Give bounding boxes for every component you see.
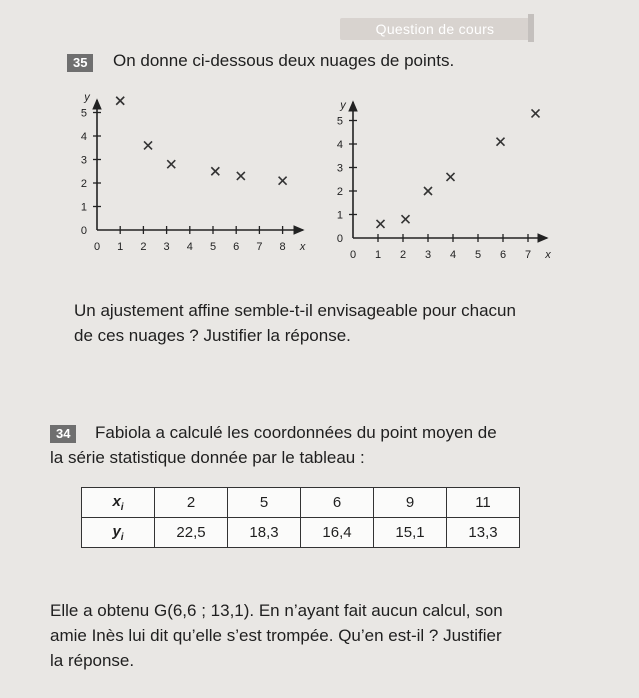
exercise-34-question-line-1: Elle a obtenu G(6,6 ; 13,1). En n’ayant fait aucun calcul, son bbox=[50, 601, 503, 620]
plot-2-x-tick-label: 7 bbox=[524, 249, 532, 261]
plot-2-y-axis-label: y bbox=[340, 99, 346, 112]
table-cell: 6 bbox=[301, 488, 374, 518]
plot-1-y-tick-label: 0 bbox=[80, 225, 87, 237]
plot-2-x-tick-label: 6 bbox=[499, 249, 507, 261]
plot-1-x-tick-label: 0 bbox=[93, 241, 101, 253]
plot-2-point bbox=[532, 109, 540, 117]
plot-2-y-tick-label: 0 bbox=[336, 233, 343, 245]
plot-1-x-tick-label: 1 bbox=[117, 241, 124, 253]
table-cell: 11 bbox=[447, 488, 520, 518]
plot-2 bbox=[337, 100, 551, 262]
plot-1-x-tick-label: 4 bbox=[186, 241, 193, 253]
exercise-35-question-line-2: de ces nuages ? Justifier la réponse. bbox=[74, 326, 351, 345]
plot-1-x-tick-label: 8 bbox=[279, 241, 286, 253]
plot-1-y-axis-label: y bbox=[84, 91, 90, 104]
plot-2-x-axis-label: x bbox=[545, 249, 551, 261]
plot-1-x-axis-label: x bbox=[299, 241, 306, 253]
plot-2-point bbox=[424, 187, 432, 195]
plot-1-point bbox=[237, 172, 245, 180]
data-table bbox=[81, 487, 520, 548]
plot-2-x-tick-label: 3 bbox=[424, 249, 432, 261]
plot-2-y-tick-label: 5 bbox=[336, 115, 343, 128]
plot-2-x-tick-label: 0 bbox=[349, 249, 357, 261]
section-banner: Question de cours bbox=[340, 18, 530, 40]
exercise-34-intro-line-1: Fabiola a calculé les coordonnées du point moyen de bbox=[95, 423, 497, 442]
plot-1-x-tick-label: 2 bbox=[140, 241, 147, 253]
table-cell: 16,4 bbox=[301, 518, 374, 548]
plot-1-point bbox=[211, 167, 219, 175]
plot-1-x-tick-label: 7 bbox=[256, 241, 263, 253]
table-header-y: $y_i$ bbox=[82, 518, 155, 548]
plot-2-y-tick-label: 1 bbox=[336, 209, 343, 222]
exercise-35-number: 35 bbox=[67, 54, 93, 72]
table-cell: 9 bbox=[374, 488, 447, 518]
exercise-35-question-line-1: Un ajustement affine semble-t-il envisageable pour chacun bbox=[74, 301, 516, 320]
table-cell: 5 bbox=[228, 488, 301, 518]
plot-1 bbox=[81, 92, 306, 254]
plot-2-x-tick-label: 2 bbox=[399, 249, 407, 261]
plot-1-point bbox=[144, 141, 152, 149]
plot-2-x-tick-label: 1 bbox=[374, 249, 382, 261]
table-header-x: $x_i$ bbox=[82, 488, 155, 518]
table-cell: 18,3 bbox=[228, 518, 301, 548]
plot-1-x-tick-label: 5 bbox=[209, 241, 217, 253]
table-cell: 13,3 bbox=[447, 518, 520, 548]
plot-1-point bbox=[279, 177, 287, 185]
exercise-34-question-line-2: amie Inès lui dit qu’elle s’est trompée. Qu’en est-il ? Justifier bbox=[50, 626, 502, 645]
plot-2-point bbox=[497, 138, 505, 146]
plot-2-y-tick-label: 2 bbox=[336, 186, 343, 198]
plot-1-y-tick-label: 2 bbox=[80, 178, 87, 190]
plot-1-y-tick-label: 3 bbox=[80, 154, 87, 167]
scatter-plots bbox=[0, 0, 639, 290]
plot-1-x-tick-label: 3 bbox=[163, 241, 170, 253]
table-row-y bbox=[82, 518, 520, 548]
plot-2-point bbox=[402, 215, 410, 223]
plot-2-point bbox=[377, 220, 385, 228]
plot-2-y-tick-label: 4 bbox=[336, 139, 343, 151]
plot-1-point bbox=[167, 160, 175, 168]
plot-1-y-tick-label: 1 bbox=[80, 201, 87, 214]
plot-2-point bbox=[447, 173, 455, 181]
exercise-34-number: 34 bbox=[50, 425, 76, 443]
plot-2-y-tick-label: 3 bbox=[336, 162, 343, 175]
plot-2-x-tick-label: 4 bbox=[449, 249, 457, 261]
plot-1-point bbox=[116, 97, 124, 105]
exercise-34-question-line-3: la réponse. bbox=[50, 651, 135, 670]
table-row-x bbox=[82, 488, 520, 518]
exercise-35-title: On donne ci-dessous deux nuages de points. bbox=[113, 51, 455, 70]
plot-2-x-tick-label: 5 bbox=[474, 249, 482, 261]
table-cell: 15,1 bbox=[374, 518, 447, 548]
plot-1-y-tick-label: 4 bbox=[80, 131, 87, 143]
plot-1-x-tick-label: 6 bbox=[233, 241, 240, 253]
plot-1-y-tick-label: 5 bbox=[80, 107, 87, 120]
table-cell: 2 bbox=[155, 488, 228, 518]
exercise-34-intro-line-2: la série statistique donnée par le tableau : bbox=[50, 448, 365, 467]
table-cell: 22,5 bbox=[155, 518, 228, 548]
